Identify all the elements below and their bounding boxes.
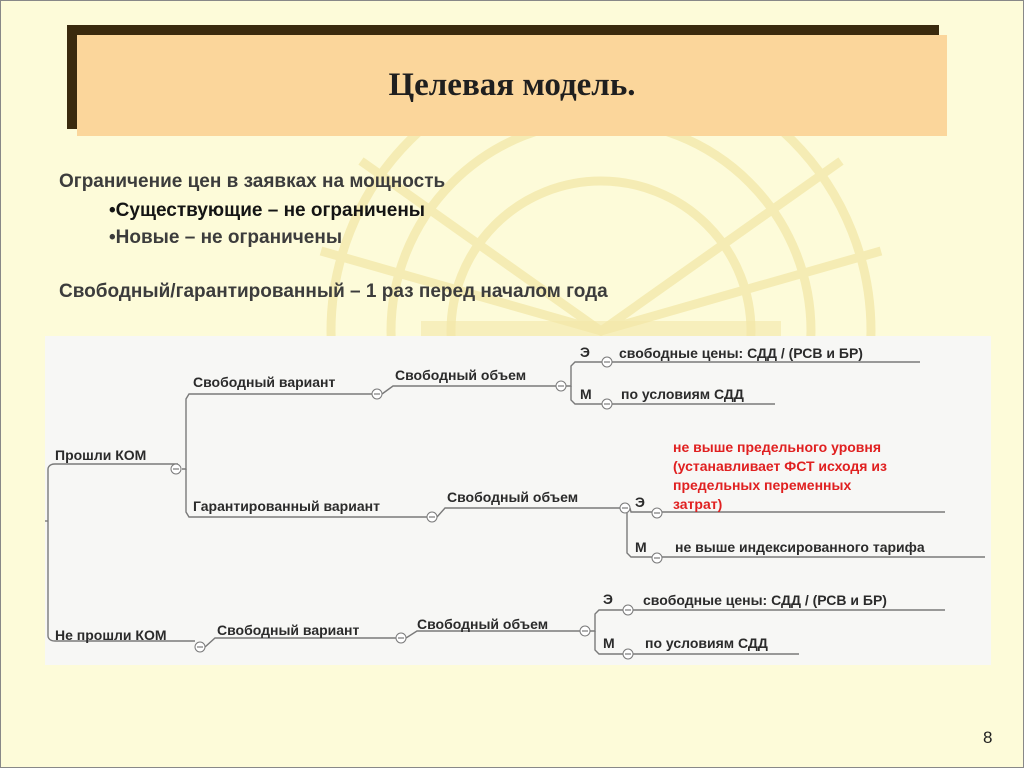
mindmap-panel [45, 336, 991, 665]
passed-collapse-knob[interactable] [171, 464, 181, 474]
passed-label: Прошли КОМ [55, 447, 147, 463]
passed-free-m-knob[interactable] [602, 399, 612, 409]
passed-free-branch-line [182, 394, 375, 469]
failed-free-volume-line [406, 631, 580, 638]
passed-guaranteed-e-note-line-3: предельных переменных [673, 477, 852, 493]
passed-free-m-label: М [580, 386, 592, 402]
passed-free-e-line [566, 362, 920, 386]
passed-guaranteed-e-note-line-2: (устанавливает ФСТ исходя из [673, 458, 887, 474]
passed-free-volume-line [382, 386, 557, 394]
passed-guaranteed-volume-knob[interactable] [620, 503, 630, 513]
passed-guaranteed-variant-label: Гарантированный вариант [193, 498, 380, 514]
passed-free-volume-knob[interactable] [556, 381, 566, 391]
passed-guaranteed-volume-label: Свободный объем [447, 489, 579, 505]
failed-free-m-knob[interactable] [623, 649, 633, 659]
passed-guaranteed-volume-line [437, 508, 621, 517]
passed-guaranteed-m-knob[interactable] [652, 553, 662, 563]
failed-free-variant-label: Свободный вариант [217, 622, 360, 638]
page-number: 8 [983, 728, 993, 747]
failed-free-volume-knob[interactable] [580, 626, 590, 636]
passed-free-volume-label: Свободный объем [395, 367, 527, 383]
bullet-existing: •Существующие – не ограничены [109, 200, 426, 221]
failed-free-variant-knob[interactable] [396, 633, 406, 643]
passed-line [48, 464, 178, 469]
passed-guaranteed-variant-knob[interactable] [427, 512, 437, 522]
passed-free-e-label: Э [580, 344, 590, 360]
passed-free-variant-label: Свободный вариант [193, 374, 336, 390]
passed-free-e-text: свободные цены: СДД / (РСВ и БР) [619, 345, 863, 361]
failed-free-variant-line [205, 638, 397, 647]
passed-guaranteed-m-text: не выше индексированного тарифа [675, 539, 925, 555]
failed-label: Не прошли КОМ [55, 627, 167, 643]
passed-guaranteed-e-note-line-4: затрат) [673, 496, 723, 512]
intro-note: Свободный/гарантированный – 1 раз перед началом года [59, 281, 608, 302]
failed-free-m-text: по условиям СДД [645, 635, 768, 651]
failed-free-e-text: свободные цены: СДД / (РСВ и БР) [643, 592, 887, 608]
passed-free-variant-knob[interactable] [372, 389, 382, 399]
passed-free-e-knob[interactable] [602, 357, 612, 367]
passed-guaranteed-e-note-line-1: не выше предельного уровня [673, 439, 882, 455]
passed-guaranteed-m-label: М [635, 539, 647, 555]
intro-heading: Ограничение цен в заявках на мощность [59, 171, 446, 192]
mindmap [45, 336, 991, 665]
slide-title: Целевая модель. [388, 67, 636, 103]
failed-free-e-knob[interactable] [623, 605, 633, 615]
title-box [77, 35, 947, 136]
passed-guaranteed-e-knob[interactable] [652, 508, 662, 518]
bullet-new: •Новые – не ограничены [109, 227, 343, 248]
failed-free-e-label: Э [603, 591, 613, 607]
failed-free-volume-label: Свободный объем [417, 616, 549, 632]
failed-collapse-knob[interactable] [195, 642, 205, 652]
failed-free-m-label: М [603, 635, 615, 651]
passed-guaranteed-e-label: Э [635, 494, 645, 510]
passed-free-m-text: по условиям СДД [621, 386, 744, 402]
failed-free-e-line [590, 610, 945, 631]
